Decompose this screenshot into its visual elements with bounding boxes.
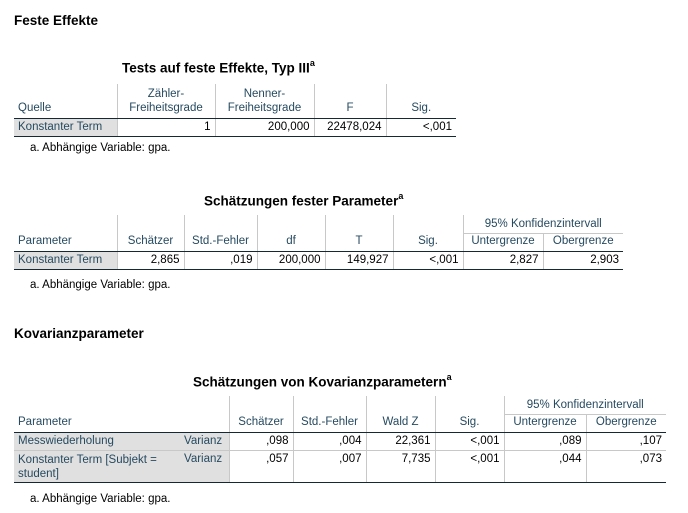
cell-zaehler-df: 1 bbox=[117, 118, 215, 136]
table-title-schaetzungen-kovarianzparameter: Schätzungen von Kovarianzparametern$^a$ bbox=[193, 372, 452, 390]
schaetzungen-fester-parameter-table bbox=[14, 215, 623, 270]
cell-untergrenze: ,044 bbox=[504, 450, 586, 482]
col-header-t: T bbox=[325, 215, 393, 251]
col-header-std-fehler: Std.-Fehler bbox=[184, 215, 257, 251]
col-header-parameter: Parameter bbox=[14, 215, 117, 251]
col-header-parameter: Parameter bbox=[14, 396, 229, 432]
cell-sig: <,001 bbox=[435, 450, 504, 482]
cell-df: 200,000 bbox=[257, 251, 325, 269]
col-header-schaetzer: Schätzer bbox=[117, 215, 184, 251]
cell-untergrenze: 2,827 bbox=[463, 251, 543, 269]
table-row bbox=[14, 251, 623, 269]
section-title-kovarianzparameter: Kovarianzparameter bbox=[14, 326, 144, 341]
cell-f: 22478,024 bbox=[314, 118, 386, 136]
row-label: Konstanter Term bbox=[14, 251, 117, 269]
row-label: Konstanter Term [Subjekt = student] bbox=[14, 450, 180, 482]
table-title-tests-feste-effekte: Tests auf feste Effekte, Typ III$^a$ bbox=[122, 58, 315, 76]
cell-std-fehler: ,004 bbox=[293, 432, 366, 450]
col-header-sig: Sig. bbox=[393, 215, 463, 251]
footnote-abhaengige-variable: a. Abhängige Variable: gpa. bbox=[30, 279, 171, 291]
row-label: Konstanter Term bbox=[14, 118, 117, 136]
row-sublabel: Varianz bbox=[180, 432, 229, 450]
table-title-schaetzungen-fester-parameter: Schätzungen fester Parameter$^a$ bbox=[204, 191, 404, 209]
cell-schaetzer: 2,865 bbox=[117, 251, 184, 269]
row-sublabel: Varianz bbox=[180, 450, 229, 482]
col-header-df: df bbox=[257, 215, 325, 251]
cell-sig: <,001 bbox=[435, 432, 504, 450]
col-header-nenner-df: Nenner- Freiheitsgrade bbox=[215, 84, 314, 118]
col-header-sig: Sig. bbox=[435, 396, 504, 432]
footnote-marker: a bbox=[446, 372, 452, 382]
section-title-feste-effekte: Feste Effekte bbox=[14, 13, 99, 28]
cell-std-fehler: ,019 bbox=[184, 251, 257, 269]
col-header-zaehler-df: Zähler- Freiheitsgrade bbox=[117, 84, 215, 118]
cell-sig: <,001 bbox=[386, 118, 456, 136]
col-header-obergrenze: Obergrenze bbox=[586, 414, 666, 432]
cell-obergrenze: 2,903 bbox=[543, 251, 623, 269]
table-row bbox=[14, 118, 456, 136]
cell-sig: <,001 bbox=[393, 251, 463, 269]
table-row bbox=[14, 432, 666, 450]
footnote-marker: a bbox=[398, 191, 404, 201]
table-row bbox=[14, 450, 666, 482]
tests-feste-effekte-table bbox=[14, 84, 456, 137]
col-header-konfidenzintervall: 95% Konfidenzintervall bbox=[504, 396, 666, 414]
cell-obergrenze: ,107 bbox=[586, 432, 666, 450]
col-header-untergrenze: Untergrenze bbox=[463, 233, 543, 251]
col-header-schaetzer: Schätzer bbox=[229, 396, 293, 432]
col-header-std-fehler: Std.-Fehler bbox=[293, 396, 366, 432]
col-header-sig: Sig. bbox=[386, 84, 456, 118]
footnote-marker: a bbox=[309, 58, 315, 68]
cell-nenner-df: 200,000 bbox=[215, 118, 314, 136]
cell-obergrenze: ,073 bbox=[586, 450, 666, 482]
cell-schaetzer: ,098 bbox=[229, 432, 293, 450]
cell-untergrenze: ,089 bbox=[504, 432, 586, 450]
col-header-untergrenze: Untergrenze bbox=[504, 414, 586, 432]
cell-wald-z: 22,361 bbox=[366, 432, 435, 450]
col-header-konfidenzintervall: 95% Konfidenzintervall bbox=[463, 215, 623, 233]
col-header-f: F bbox=[314, 84, 386, 118]
cell-wald-z: 7,735 bbox=[366, 450, 435, 482]
row-label: Messwiederholung bbox=[14, 432, 180, 450]
cell-schaetzer: ,057 bbox=[229, 450, 293, 482]
footnote-abhaengige-variable: a. Abhängige Variable: gpa. bbox=[30, 142, 171, 154]
schaetzungen-kovarianzparameter-table bbox=[14, 396, 666, 483]
col-header-quelle: Quelle bbox=[14, 84, 117, 118]
cell-t: 149,927 bbox=[325, 251, 393, 269]
cell-std-fehler: ,007 bbox=[293, 450, 366, 482]
col-header-obergrenze: Obergrenze bbox=[543, 233, 623, 251]
footnote-abhaengige-variable: a. Abhängige Variable: gpa. bbox=[30, 493, 171, 505]
col-header-wald-z: Wald Z bbox=[366, 396, 435, 432]
